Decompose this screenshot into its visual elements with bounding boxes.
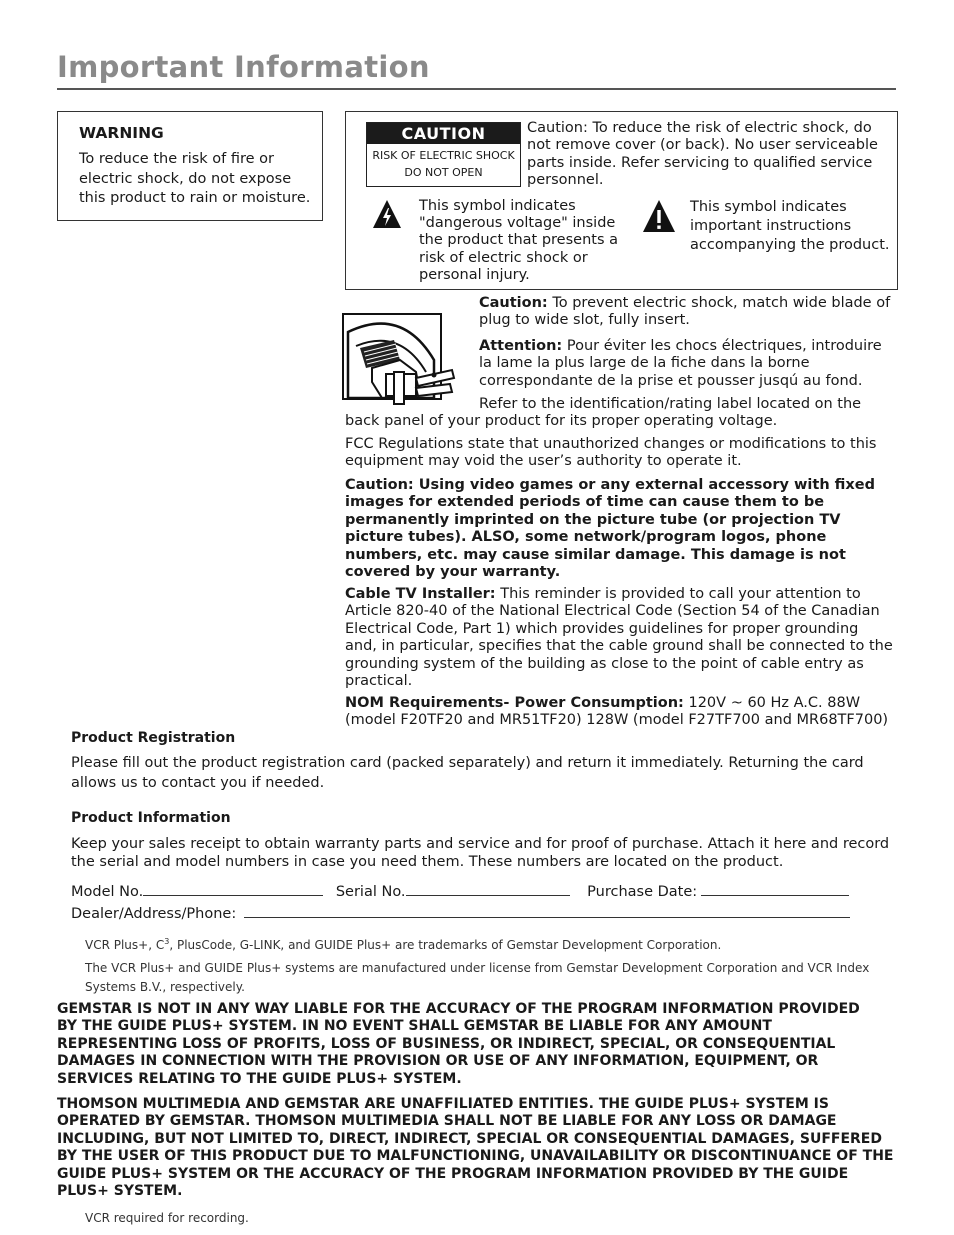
plug-illustration-icon bbox=[342, 312, 458, 408]
serial-number-field[interactable] bbox=[406, 883, 570, 896]
serial-number-label: Serial No. bbox=[335, 884, 406, 900]
instructions-symbol-text: This symbol indicates important instructions accompanying the product. bbox=[690, 199, 890, 253]
plug-caution: Caution: To prevent electric shock, match wide blade of plug to wide slot, fully insert. bbox=[479, 295, 891, 329]
registration-text: Please fill out the product registration card (packed separately) and return it immediately. Returning the card allows us to contact you if needed. bbox=[71, 755, 864, 791]
warning-box bbox=[57, 111, 323, 221]
rating-line-2: back panel of your product for its proper operating voltage. bbox=[345, 413, 778, 429]
lightning-warning-icon bbox=[372, 199, 402, 229]
product-info-text: Keep your sales receipt to obtain warranty parts and service and for proof of purchase. Attach it here and record the serial and model numbers in case you need them. These numbers are located on the product. bbox=[71, 836, 890, 870]
record-form-row-1 bbox=[71, 883, 849, 901]
exclamation-warning-icon bbox=[642, 199, 676, 233]
record-form-row-2 bbox=[71, 905, 850, 923]
caution-box bbox=[345, 111, 898, 290]
caution-label-text: RISK OF ELECTRIC SHOCK DO NOT OPEN bbox=[372, 149, 515, 179]
warning-text: To reduce the risk of fire or electric shock, do not expose this product to rain or moisture. bbox=[79, 151, 311, 206]
caution-text: Caution: To reduce the risk of electric shock, do not remove cover (or back). No user serviceable parts inside. Refer servicing to qualified service personnel. bbox=[527, 120, 878, 189]
title-rule bbox=[57, 88, 896, 90]
thomson-disclaimer: THOMSON MULTIMEDIA AND GEMSTAR ARE UNAFFILIATED ENTITIES. THE GUIDE PLUS+ SYSTEM IS OPERATED BY GEMSTAR. THOMSON MULTIMEDIA SHALL NOT BE LIABLE FOR ANY LOSS OR DAMAGE INCLUDING, BUT NOT LIMITED TO, DIRECT, INDIRECT, SPECIAL OR CONSEQUENTIAL DAMAGES, SUFFERED BY THE USER OF THIS PRODUCT DUE TO MALFUNCTIONING, UNAVAILABILITY OR DISCONTINUANCE OF THE GUIDE PLUS+ SYSTEM OR THE ACCURACY OF THE PROGRAM INFORMATION PROVIDED BY THE GUIDE PLUS+ SYSTEM. bbox=[57, 1096, 894, 1200]
purchase-date-label: Purchase Date: bbox=[587, 884, 698, 900]
dealer-label: Dealer/Address/Phone: bbox=[71, 906, 237, 922]
model-number-label: Model No. bbox=[71, 884, 144, 900]
gemstar-disclaimer: GEMSTAR IS NOT IN ANY WAY LIABLE FOR THE ACCURACY OF THE PROGRAM INFORMATION PROVIDED BY THE GUIDE PLUS+ SYSTEM. IN NO EVENT SHALL GEMSTAR BE LIABLE FOR ANY AMOUNT REPRESENTING LOSS OF PROFITS, LOSS OF BUSINESS, OR INDIRECT, SPECIAL, OR CONSEQUENTIAL DAMAGES IN CONNECTION WITH THE PROVISION OR USE OF ANY INFORMATION, EQUIPMENT, OR SERVICES RELATING TO THE GUIDE PLUS+ SYSTEM. bbox=[57, 1001, 860, 1087]
dealer-field[interactable] bbox=[244, 905, 850, 918]
purchase-date-field[interactable] bbox=[701, 883, 849, 896]
nom-requirements: NOM Requirements- Power Consumption: 120V ~ 60 Hz A.C. 88W (model F20TF20 and MR51TF20) 128W (model F27TF700 and MR68TF700) bbox=[345, 695, 889, 729]
caution-label bbox=[366, 122, 521, 187]
cable-installer-notice: Cable TV Installer: This reminder is provided to call your attention to Article 820-40 of the National Electrical Code (Section 54 of the Canadian Electrical Code, Part 1) which provides guidelines for proper grounding and, in particular, specifies that the cable ground shall be connected to the grounding system of the building as close to the point of cable entry as practical. bbox=[345, 586, 893, 690]
plug-attention: Attention: Pour éviter les chocs électriques, introduire la lame la plus large de la fiche dans la borne correspondante de la prise et pousser jusqú au fond. bbox=[479, 338, 882, 389]
product-info-heading: Product Information bbox=[71, 810, 231, 826]
page-title: Important Information bbox=[57, 50, 430, 84]
model-number-field[interactable] bbox=[143, 883, 323, 896]
footnote: VCR required for recording. bbox=[85, 1211, 249, 1225]
rating-line-1: Refer to the identification/rating label located on the bbox=[479, 396, 862, 412]
burnin-caution: Caution: Using video games or any external accessory with fixed images for extended periods of time can cause them to be permanently imprinted on the picture tube (or projection TV picture tubes). ALSO, some network/program logos, phone numbers, etc. may cause similar damage. This damage is not covered by your warranty. bbox=[345, 477, 876, 581]
voltage-symbol-text: This symbol indicates "dangerous voltage" inside the product that presents a risk of electric shock or personal injury. bbox=[419, 198, 619, 283]
caution-label-title: CAUTION bbox=[367, 123, 520, 144]
warning-heading: WARNING bbox=[79, 124, 164, 142]
fcc-notice: FCC Regulations state that unauthorized changes or modifications to this equipment may void the user’s authority to operate it. bbox=[345, 436, 877, 470]
trademark-notice: VCR Plus+, $C^3$, PlusCode, G-LINK, and GUIDE Plus+ are trademarks of Gemstar Development Corporation. bbox=[85, 937, 722, 952]
license-notice: The VCR Plus+ and GUIDE Plus+ systems are manufactured under license from Gemstar Development Corporation and VCR Index Systems B.V., respectively. bbox=[85, 961, 870, 994]
registration-heading: Product Registration bbox=[71, 730, 236, 746]
